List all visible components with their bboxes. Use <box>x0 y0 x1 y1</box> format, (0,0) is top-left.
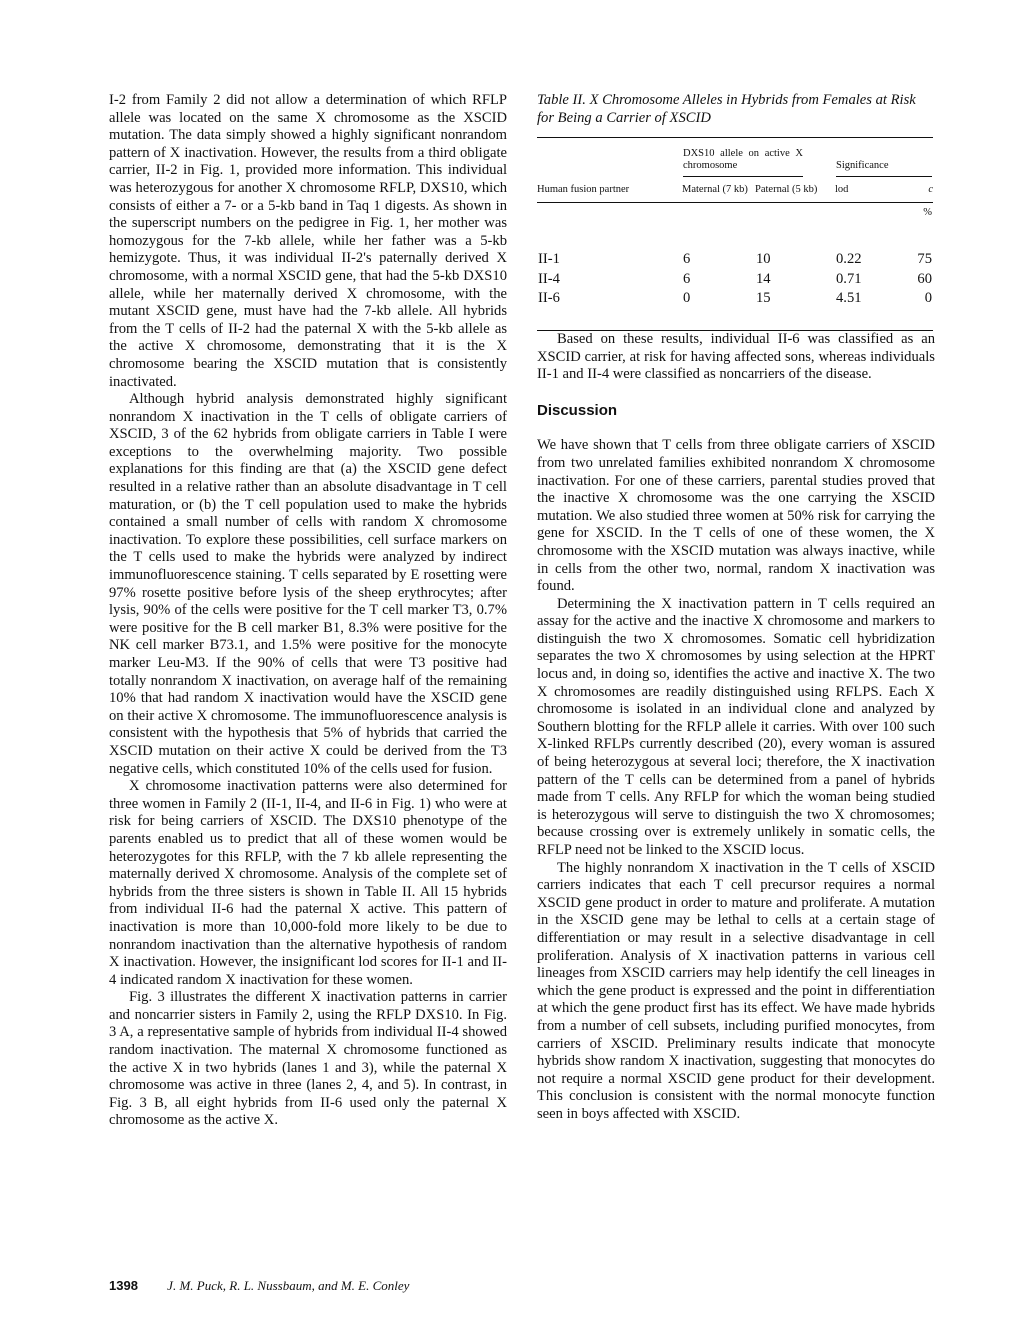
table-caption: Table II. X Chromosome Alleles in Hybrids from Females at Risk for Being a Carrier of XSCID <box>537 92 916 126</box>
data-table <box>537 137 933 331</box>
body-paragraph: X chromosome inactivation patterns were also determined for three women in Family 2 (II-1, II-4, and II-6 in Fig. 1) who were at risk for being carriers of XSCID. The DXS10 phenotype of the parents enabled us to predict that all of these women would be heterozygotes for this RFLP, with the 7 kb allele representing the maternally derived X chromosome. Analysis of the complete set of hybrids from the three sisters is shown in Table II. All 15 hybrids from individual II-6 had the paternal X active. This pattern of inactivation is more than 10,000-fold more likely to be due to nonrandom inactivation than the alternative hypothesis of random X inactivation. However, the insignificant lod scores for II-1 and II-4 indicated random X inactivation for these women. <box>109 778 507 988</box>
col-c-header: c <box>897 178 933 203</box>
significance-header: Significance <box>836 160 932 177</box>
page-footer <box>109 1278 409 1294</box>
left-column <box>109 92 507 1130</box>
col-maternal-header: Maternal (7 kb) <box>682 178 755 203</box>
body-paragraph: I-2 from Family 2 did not allow a determination of which RFLP allele was located on the same X chromosome as the XSCID mutation. The data simply showed a highly significant nonrandom pattern of X inactivation. However, the results from a third obligate carrier, II-2 in Fig. 1, provided more information. This individual was heterozygous for another X chromosome RFLP, DXS10, which consists of either a 7- or a 5-kb band in Taq 1 digests. As shown in the superscript numbers on the pedigree in Fig. 1, her mother was homozygous for the 7-kb allele, while her father was a 5-kb hemizygote. Thus, it was individual II-2's paternally derived X chromosome, with a normal XSCID gene, that had the 5-kb DXS10 allele, while her maternally derived X chromosome, with the mutant XSCID gene, must have had the 7-kb allele. All hybrids from the T cells of II-2 had the paternal X with the 5-kb allele as the active X chromosome, demonstrating that it is the X chromosome bearing the XSCID mutation that is consistently inactivated. <box>109 92 507 390</box>
section-heading: Discussion <box>537 401 618 419</box>
col-lod-header: lod <box>835 178 897 203</box>
body-paragraph: Although hybrid analysis demonstrated highly significant nonrandom X inactivation in the T cells of obligate carriers of XSCID, 3 of the 62 hybrids from obligate carriers in Table I were exceptions to the overwhelming majority. Two possible explanations for this finding are that (a) the XSCID gene defect resulted in a relative rather than an absolute disadvantage in T cell maturation, or (b) the T cell population used to make the hybrids contained a small number of cells with random X chromosome inactivation. To explore these possibilities, cell surface markers on the T cells used to make the hybrids were analyzed by indirect immunofluorescence staining. T cells separated by E rosetting were 97% rosette positive before lysis of the sheep erythrocytes; after lysis, 90% of the cells were positive for the T cell marker T3, 0.7% were positive for the B cell marker B1, 8.3% were positive for the NK cell marker B73.1, and 1.5% were positive for the monocyte marker Leu-M3. If the 90% of cells that were T3 positive had totally nonrandom X inactivation, on average half of the remaining 10% that had random X inactivation would have the XSCID gene on their active X chromosome. The immunofluorescence analysis is consistent with the hypothesis that 5% of hybrids that carried the XSCID mutation on their active X could be derived from the T3 negative cells, which constituted 10% of the cells used for fusion. <box>109 391 507 777</box>
col-partner-header: Human fusion partner <box>537 178 682 203</box>
col-paternal-header: Paternal (5 kb) <box>755 178 835 203</box>
page-number: 1398 <box>109 1278 138 1293</box>
table-row: II-6 0 15 4.51 0 <box>537 289 933 330</box>
right-column <box>537 92 935 1124</box>
body-paragraph: The highly nonrandom X inactivation in the T cells of XSCID carriers indicates that each T cell precursor requires a normal XSCID gene product in order to mature and proliferate. A mutation in the XSCID gene may be lethal to cells at a certain stage of differentiation or may result in a selective disadvantage in cell proliferation. Analysis of X inactivation patterns in various cell lineages from XSCID carriers may help identify the cell lineages in which the gene product is expressed and the point in differentiation at which the gene product first has its effect. We have made hybrids from a number of cell subsets, including purified monocytes, from carriers of XSCID. Preliminary results indicate that monocyte hybrids show random X inactivation, suggesting that monocytes do not require a normal XSCID gene product for their development. This conclusion is consistent with the normal monocyte function seen in boys affected with XSCID. <box>537 859 935 1122</box>
table-row: II-1 6 10 0.22 75 <box>538 251 932 268</box>
body-paragraph: Based on these results, individual II-6 was classified as an XSCID carrier, at risk for having affected sons, whereas individuals II-1 and II-4 were classified as noncarriers of the disease. <box>537 330 935 383</box>
running-authors: J. M. Puck, R. L. Nussbaum, and M. E. Conley <box>167 1278 410 1293</box>
body-paragraph: Fig. 3 illustrates the different X inactivation patterns in carrier and noncarrier sisters in Family 2, using the RFLP DXS10. In Fig. 3 A, a representative sample of hybrids from individual II-4 showed random inactivation. The maternal X chromosome functioned as the active X in two hybrids (lanes 1 and 3), while the paternal X chromosome was active in three (lanes 2, 4, and 5). In contrast, in Fig. 3 B, all eight hybrids from II-6 used only the paternal X chromosome as the active X. <box>109 989 507 1129</box>
col-c-unit: % <box>923 207 932 219</box>
body-paragraph: Determining the X inactivation pattern in T cells required an assay for the active and the inactive X chromosome and markers to distinguish the two X chromosomes. Somatic cell hybridization separates the two X chromosomes by using selection at the HPRT locus and, in doing so, identifies the active and inactive X. The two X chromosomes are readily distinguished using RFLPS. Each X chromosome is isolated in an individual clone and analyzed by Southern blotting for the RFLP allele it carries. With over 100 such X-linked RFLPs currently described (20), every woman is assured of being heterozygous at several loci; therefore, the X inactivation pattern of the T cells can be determined from a panel of hybrids made from T cells. Any RFLP for which the woman being studied is heterozygous will serve to distinguish the two X chromosomes; because crossing over is extremely unlikely in somatic cells, the RFLP need not be linked to the XSCID locus. <box>537 595 935 858</box>
body-paragraph: We have shown that T cells from three obligate carriers of XSCID from two unrelated families exhibited nonrandom X chromosome inactivation. For one of these carriers, parental studies proved that the inactive X chromosome was the one carrying the XSCID mutation. We also studied three women at 50% risk for carrying the gene for XSCID. In the T cells of one of these women, the X chromosome with the XSCID mutation was always inactive, while in cells from the other two, normal, random X inactivation was found. <box>537 437 935 595</box>
table-row: II-4 6 14 0.71 60 <box>538 270 932 287</box>
group-header: DXS10 allele on active X chromosome <box>683 148 803 177</box>
